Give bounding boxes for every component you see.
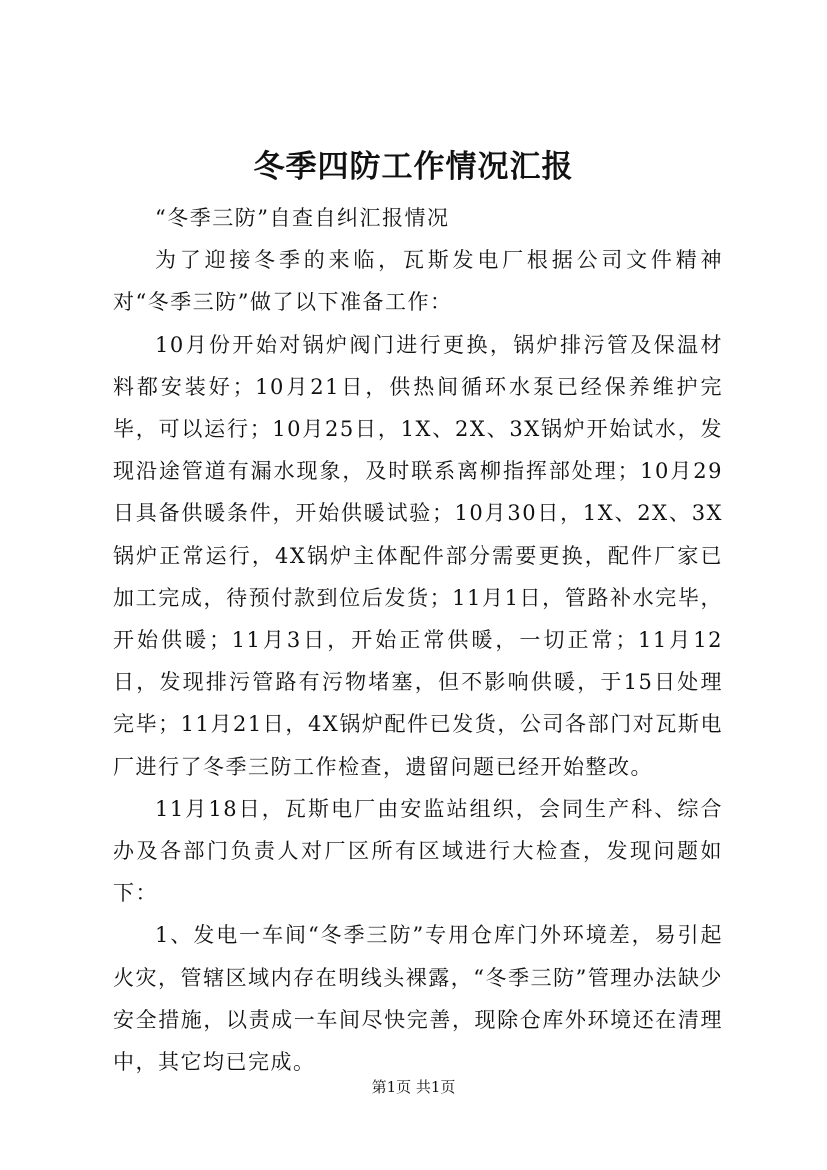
paragraph-issue-1: 1、发电一车间“冬季三防”专用仓库门外环境差，易引起火灾，管辖区域内存在明线头裸露，“冬季三防”管理办法缺少安全措施，以责成一车间尽快完善，现除仓库外环境还在清理中，其它均已完成。	[113, 923, 723, 1075]
page-footer: 第1页 共1页	[371, 1078, 456, 1096]
document-body	[113, 197, 723, 1083]
paragraph-inspection: 11月18日，瓦斯电厂由安监站组织，会同生产科、综合办及各部门负责人对厂区所有区域进行大检查，发现问题如下：	[113, 796, 723, 906]
paragraph-intro: 为了迎接冬季的来临，瓦斯发电厂根据公司文件精神对“冬季三防”做了以下准备工作：	[113, 248, 723, 315]
page-title: 冬季四防工作情况汇报	[253, 149, 574, 185]
paragraph-timeline: 10月份开始对锅炉阀门进行更换，锅炉排污管及保温材料都安装好；10月21日，供热间循环水泵已经保养维护完毕，可以运行；10月25日，1X、2X、3X锅炉开始试水，发现沿途管道有漏水现象，及时联系离柳指挥部处理；10月29日具备供暖条件，开始供暖试验；10月30日，1X、2X、3X锅炉正常运行，4X锅炉主体配件部分需要更换，配件厂家已加工完成，待预付款到位后发货；11月1日，管路补水完毕，开始供暖；11月3日，开始正常供暖，一切正常；11月12日，发现排污管路有污物堵塞，但不影响供暖，于15日处理完毕；11月21日，4X锅炉配件已发货，公司各部门对瓦斯电厂进行了冬季三防工作检查，遗留问题已经开始整改。	[113, 332, 723, 779]
document-subtitle: “冬季三防”自查自纠汇报情况	[155, 206, 450, 230]
